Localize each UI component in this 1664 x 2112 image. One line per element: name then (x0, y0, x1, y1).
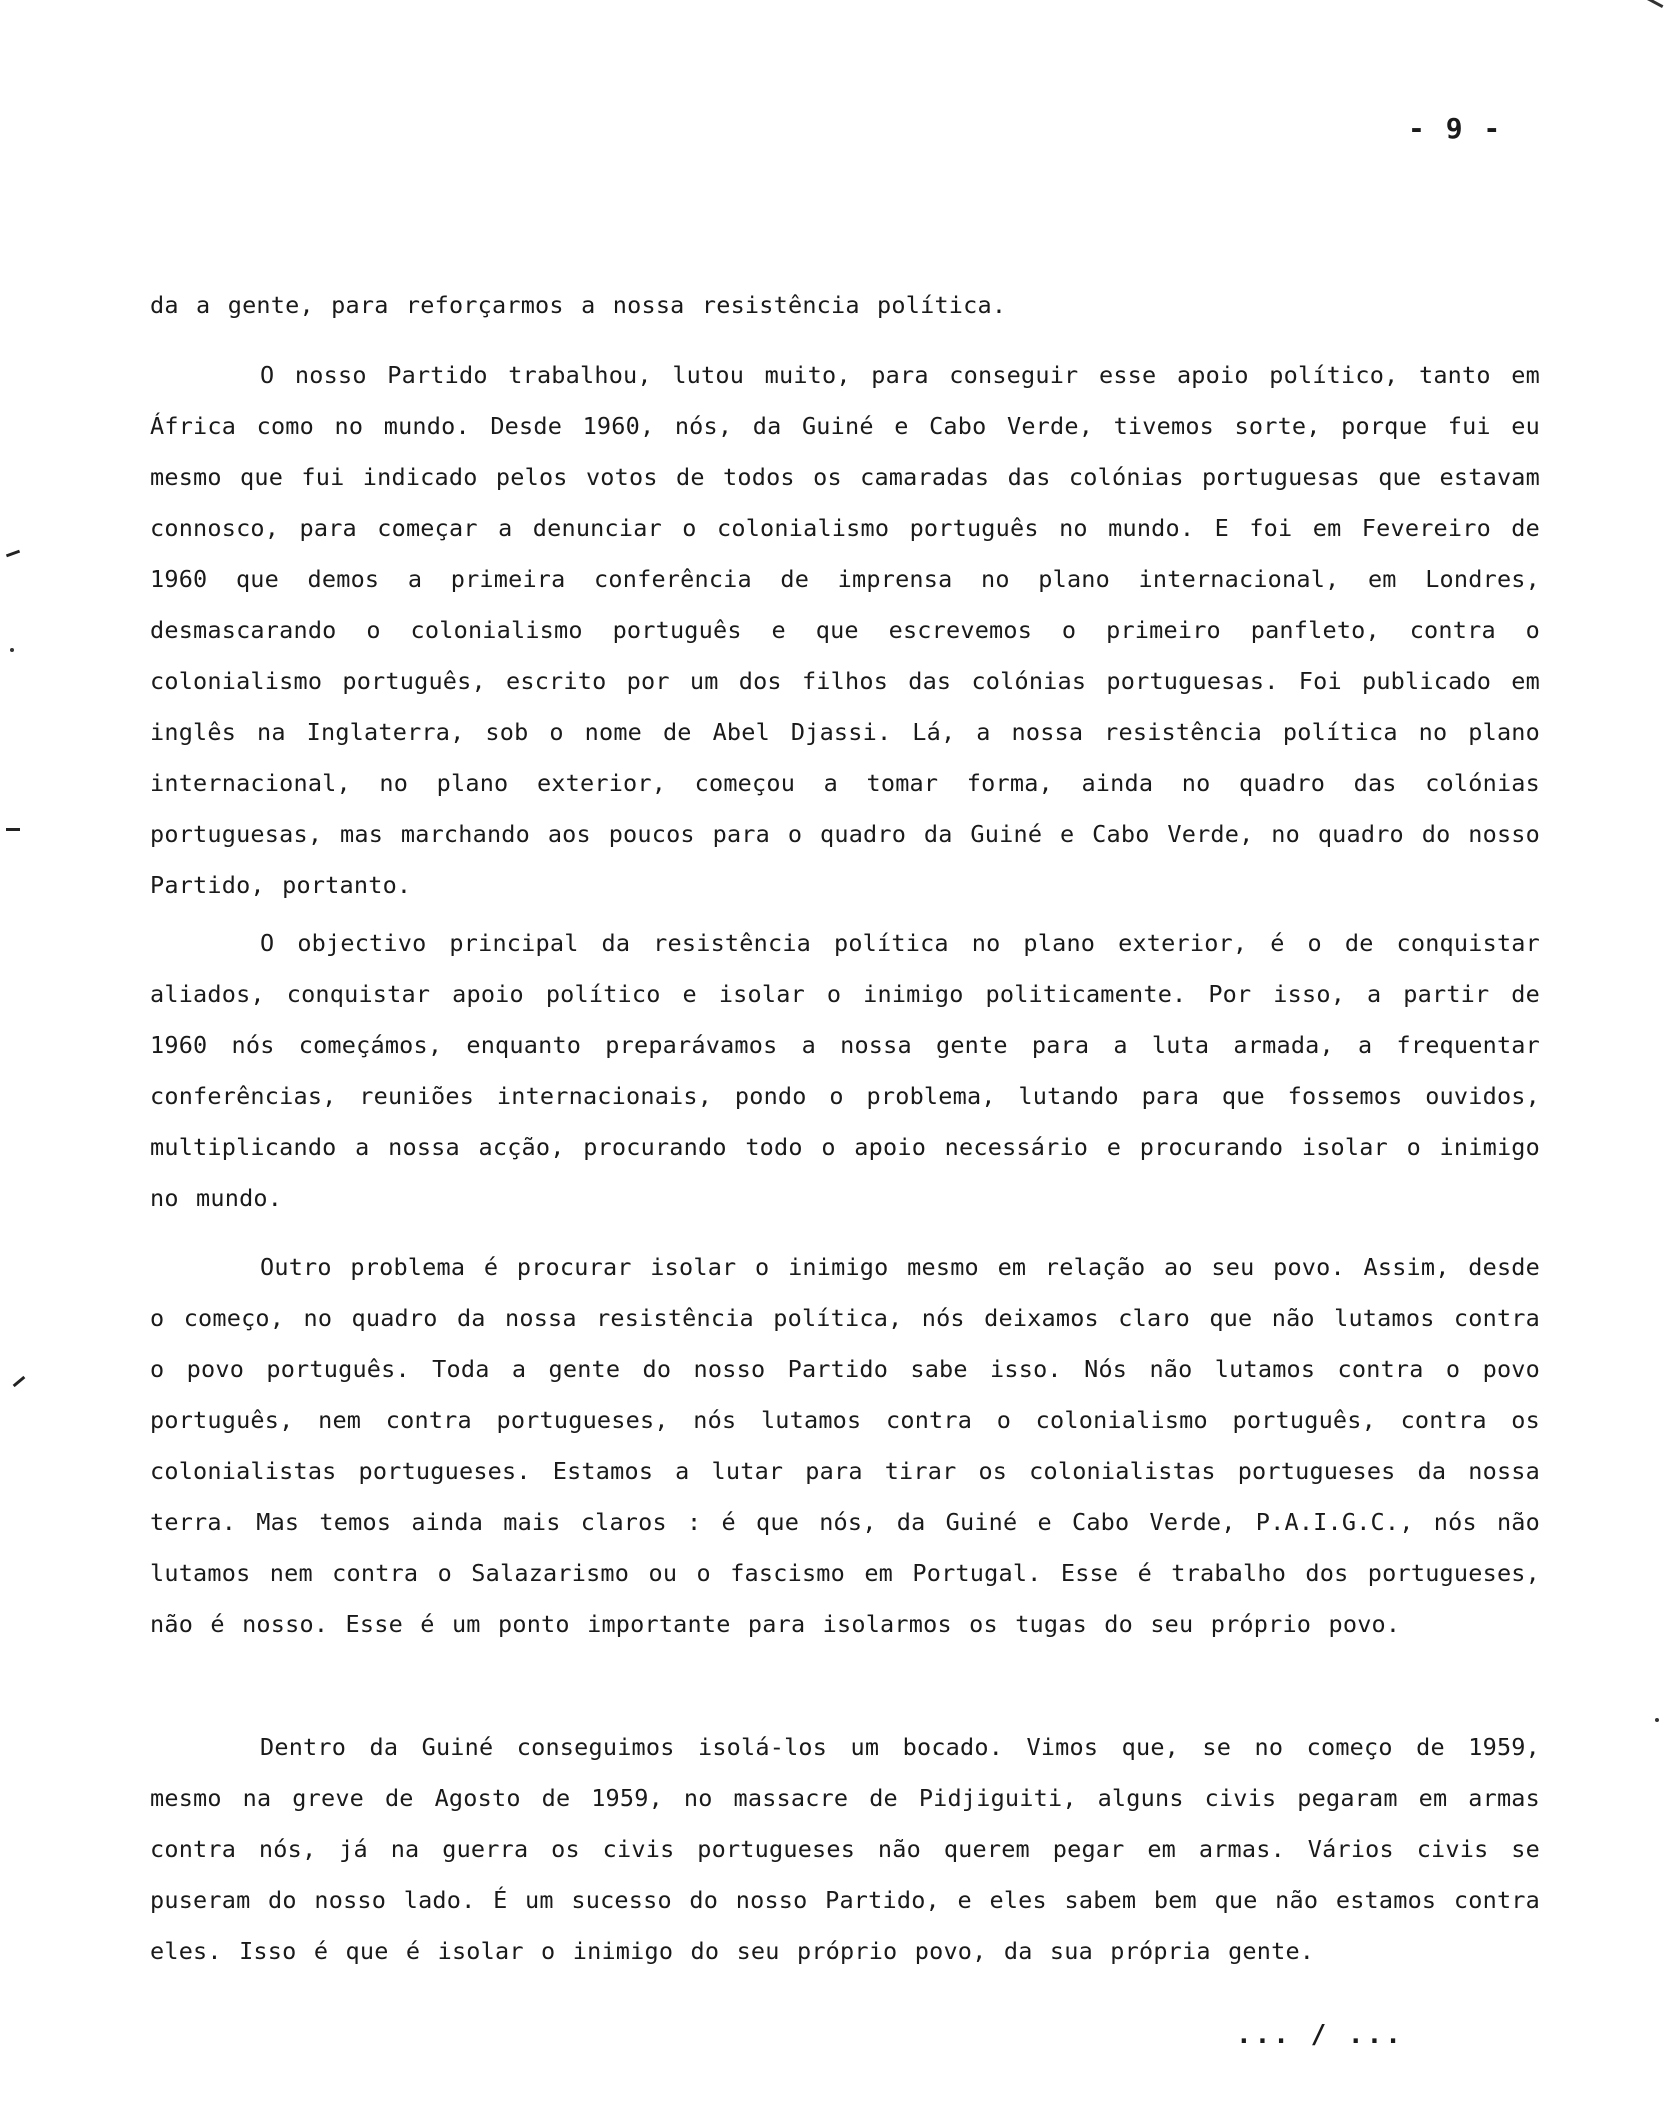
paragraph-political-support: O nosso Partido trabalhou, lutou muito, para conseguir esse apoio político, tanto em África como no mundo. Desde 1960, nós, da Guiné e Cabo Verde, tivemos sorte, porque fui eu mesmo que fui indicado pelos votos de todos os camaradas das colónias portuguesas que estavam connosco, para começar a denunciar o colonialismo português no mundo. E foi em Fevereiro de 1960 que demos a primeira conferência de imprensa no plano internacional, em Londres, desmascarando o colonialismo português e que escrevemos o primeiro panfleto, contra o colonialismo português, escrito por um dos filhos das colónias portuguesas. Foi publicado em inglês na Inglaterra, sob o nome de Abel Djassi. Lá, a nossa resistência política no plano internacional, no plano exterior, começou a tomar forma, ainda no quadro das colónias portuguesas, mas marchando aos poucos para o quadro da Guiné e Cabo Verde, no quadro do nosso Partido, portanto. (150, 361, 1540, 899)
scan-speck (1655, 1718, 1659, 1722)
paragraph-isolate-enemy: Outro problema é procurar isolar o inimigo mesmo em relação ao seu povo. Assim, desde o começo, no quadro da nossa resistência política, nós deixamos claro que não lutamos contra o povo português. Toda a gente do nosso Partido sabe isso. Nós não lutamos contra o povo português, nem contra portugueses, nós lutamos contra o colonialismo português, contra os colonialistas portugueses. Estamos a lutar para tirar os colonialistas portugueses da nossa terra. Mas temos ainda mais claros : é que nós, da Guiné e Cabo Verde, P.A.I.G.C., nós não lutamos nem contra o Salazarismo ou o fascismo em Portugal. Esse é trabalho dos portugueses, não é nosso. Esse é um ponto importante para isolarmos os tugas do seu próprio povo. (150, 1253, 1540, 1638)
paragraph-main-objective: O objectivo principal da resistência política no plano exterior, é o de conquistar aliados, conquistar apoio político e isolar o inimigo politicamente. Por isso, a partir de 1960 nós começámos, enquanto preparávamos a nossa gente para a luta armada, a frequentar conferências, reuniões internacionais, pondo o problema, lutando para que fossemos ouvidos, multiplicando a nossa acção, procurando todo o apoio necessário e procurando isolar o inimigo no mundo. (150, 929, 1540, 1212)
margin-mark (6, 550, 20, 558)
paragraph-inside-guinea: Dentro da Guiné conseguimos isolá-los um bocado. Vimos que, se no começo de 1959, mesmo na greve de Agosto de 1959, no massacre de Pidjiguiti, alguns civis pegaram em armas contra nós, já na guerra os civis portugueses não querem pegar em armas. Vários civis se puseram do nosso lado. É um sucesso do nosso Partido, e eles sabem bem que não estamos contra eles. Isso é que é isolar o inimigo do seu próprio povo, da sua própria gente. (150, 1733, 1540, 1965)
page-number: - 9 - (1408, 112, 1503, 145)
margin-mark (13, 1376, 26, 1387)
paragraph-continuation-text: da a gente, para reforçarmos a nossa resistência política. (150, 291, 1007, 319)
continuation-marker: ... / ... (1236, 2020, 1404, 2050)
corner-mark (1643, 0, 1664, 8)
scan-speck (10, 648, 14, 652)
margin-mark (6, 828, 20, 831)
